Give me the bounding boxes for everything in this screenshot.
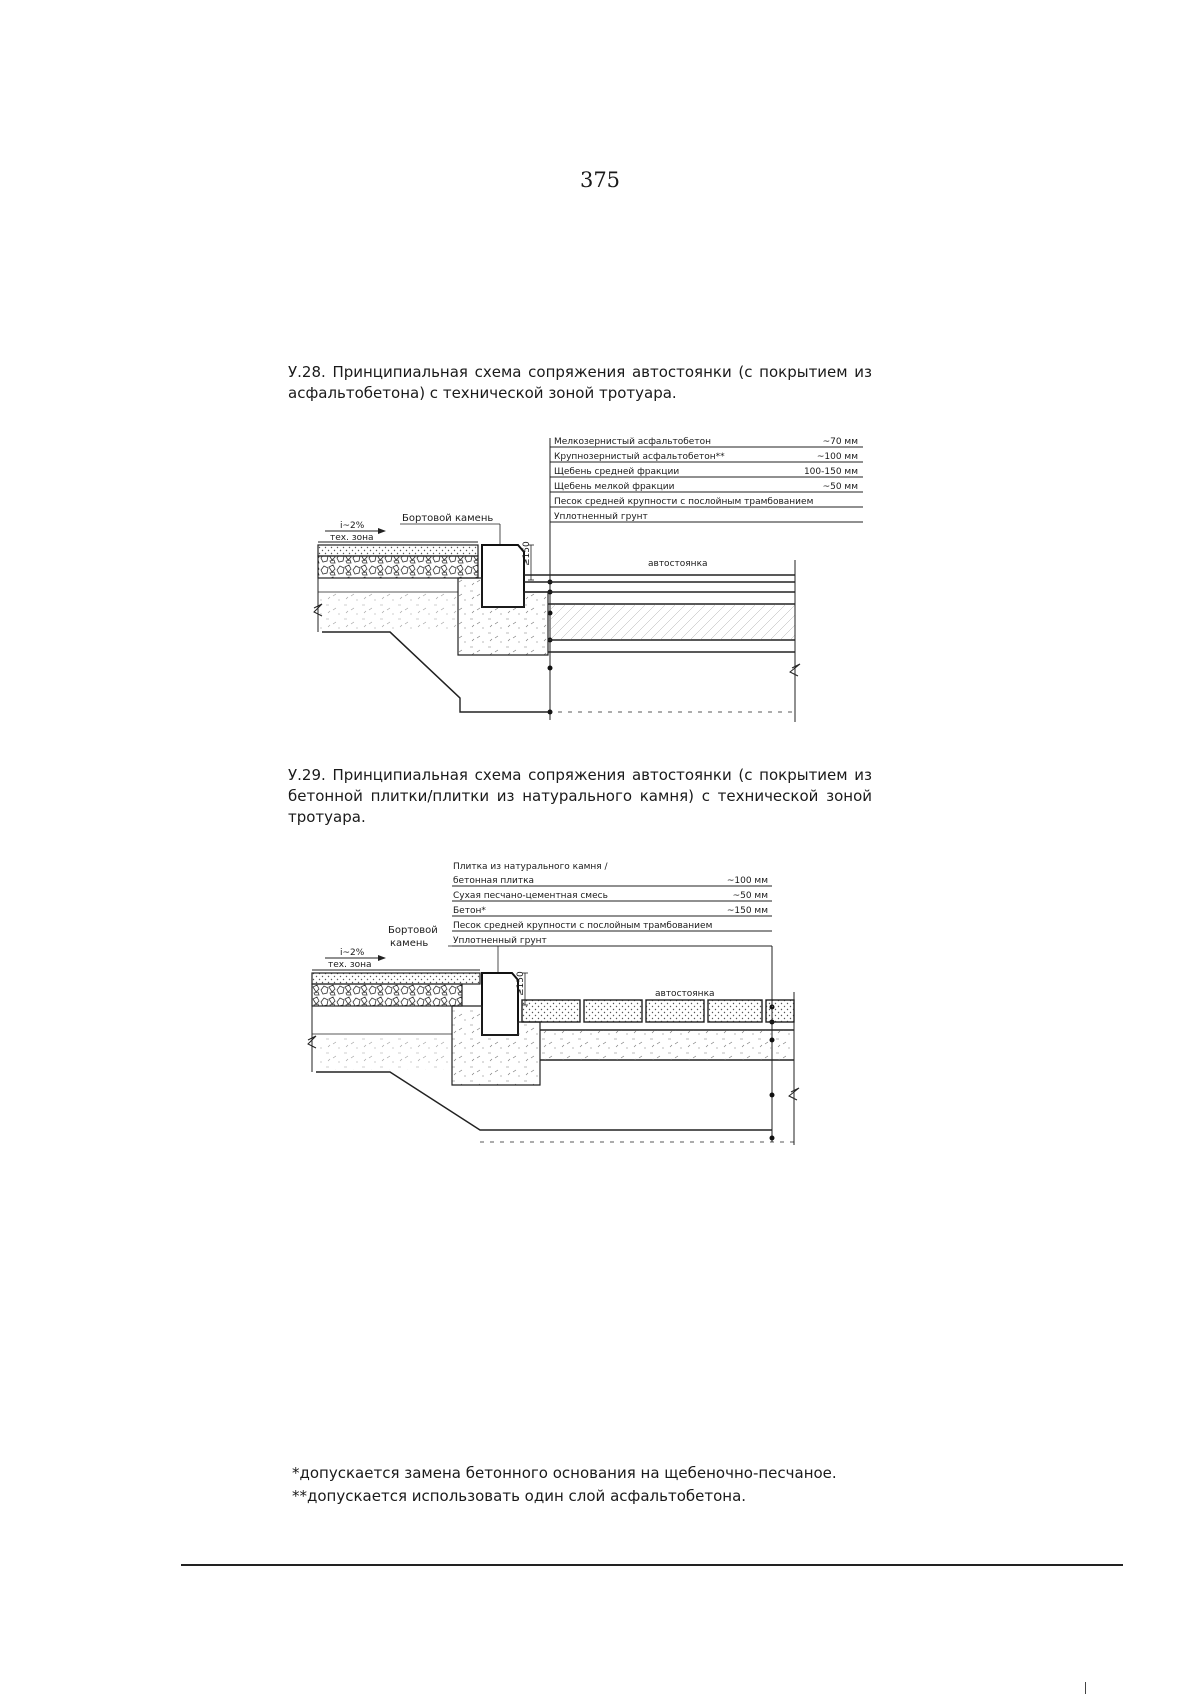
fig29-layer-1-thickness: ~100 мм (726, 876, 768, 886)
fig28-curb-label: Бортовой камень (402, 513, 494, 524)
fig29-curb-label-line2: камень (390, 938, 429, 949)
fig29-layer-2-thickness: ~50 мм (732, 891, 768, 901)
figure-28-caption: У.28. Принципиальная схема сопряжения автостоянки (с покрытием из асфальтобетона) с технической зоной тротуара. (288, 363, 872, 402)
figure-29-caption: У.29. Принципиальная схема сопряжения автостоянки (с покрытием из бетонной плитки/плитки из натурального камня) с технической зоной тротуара. (288, 766, 872, 826)
fig29-layer-2-name: Сухая песчано-цементная смесь (453, 891, 608, 901)
footnote-2: **допускается использовать один слой асфальтобетона. (292, 1487, 747, 1505)
fig28-layer-3-thickness: 100-150 мм (803, 467, 858, 477)
fig28-layer-5-name: Песок средней крупности с послойным трамбованием (554, 497, 814, 507)
fig29-layer-5-name: Уплотненный грунт (453, 936, 547, 946)
fig28-curb-height: ≥150 (522, 541, 532, 566)
fig29-curb-label-line1: Бортовой (388, 925, 438, 936)
fig28-layer-4-name: Щебень мелкой фракции (554, 482, 675, 492)
fig28-layer-4-thickness: ~50 мм (822, 482, 858, 492)
footnote-1: *допускается замена бетонного основания на щебеночно-песчаное. (292, 1464, 837, 1482)
fig29-layer-1-name: Плитка из натурального камня / (453, 862, 608, 872)
fig28-layer-6-name: Уплотненный грунт (554, 512, 648, 522)
figure-28-drawing (314, 437, 863, 722)
fig28-layer-1-thickness: ~70 мм (822, 437, 858, 447)
fig29-area-label: автостоянка (655, 989, 715, 999)
fig29-layer-1-name-line2: бетонная плитка (453, 876, 535, 886)
fig29-layer-3-name: Бетон* (453, 906, 486, 916)
bottom-rule (181, 1564, 1123, 1566)
fig28-layer-3-name: Щебень средней фракции (554, 467, 680, 477)
fig28-area-label: автостоянка (648, 559, 708, 569)
fig28-layer-2-thickness: ~100 мм (816, 452, 858, 462)
fig29-curb-height: ≥150 (516, 971, 526, 996)
page-number: 375 (579, 168, 621, 192)
page-edge-mark (1085, 1682, 1086, 1694)
figure-29-drawing (308, 862, 799, 1145)
fig29-layer-3-thickness: ~150 мм (726, 906, 768, 916)
fig29-zone-label: тех. зона (328, 960, 372, 970)
fig28-zone-label: тех. зона (330, 533, 374, 543)
fig28-slope-label: i~2% (340, 521, 365, 531)
fig29-slope-label: i~2% (340, 948, 365, 958)
fig28-layer-2-name: Крупнозернистый асфальтобетон** (554, 452, 725, 462)
fig29-layer-4-name: Песок средней крупности с послойным трамбованием (453, 921, 713, 931)
fig28-layer-1-name: Мелкозернистый асфальтобетон (554, 437, 711, 447)
